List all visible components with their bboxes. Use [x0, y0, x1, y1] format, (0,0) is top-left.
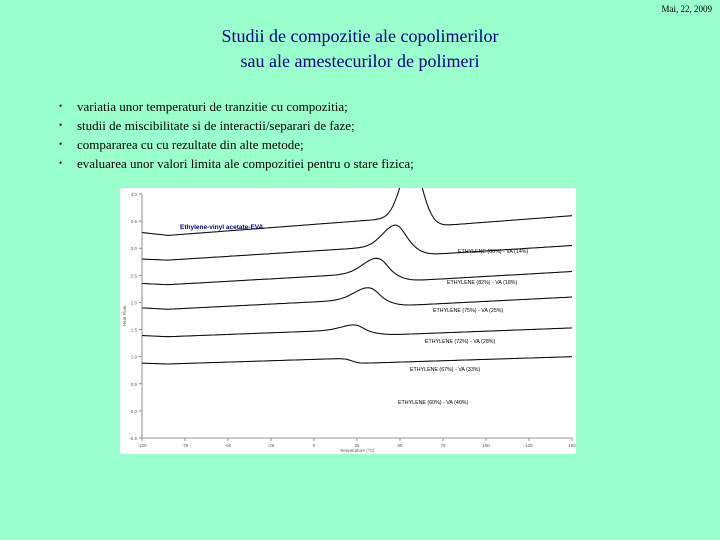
- series-label: ETHYLENE (60%) - VA (40%): [398, 400, 469, 406]
- title-line-2: sau ale amestecurilor de polimeri: [240, 51, 480, 71]
- bullet-list: [59, 97, 414, 173]
- dsc-curve: [142, 325, 572, 337]
- y-tick-label: 4.0: [130, 192, 137, 197]
- x-tick-label: -100: [137, 443, 147, 448]
- series-label: ETHYLENE (75%) - VA (25%): [433, 308, 504, 314]
- dsc-curve: [142, 288, 572, 310]
- series-label: ETHYLENE (82%) - VA (18%): [447, 280, 518, 286]
- x-tick-label: 75: [440, 443, 446, 448]
- x-tick-label: 25: [354, 443, 360, 448]
- x-tick-label: -25: [267, 443, 275, 448]
- y-tick-label: 2.5: [130, 273, 137, 279]
- series-label: ETHYLENE (86%) - VA (14%): [458, 249, 529, 255]
- x-tick-label: 150: [568, 443, 576, 448]
- dsc-curve: [142, 357, 572, 364]
- y-tick-label: 3.5: [130, 219, 137, 225]
- y-tick-label: 0.5: [130, 381, 137, 387]
- bullet-item: • variatia unor temperaturi de tranzitie cu compozitia;: [59, 97, 414, 116]
- y-tick-label: 1.5: [130, 327, 137, 333]
- x-tick-label: 50: [397, 443, 403, 448]
- chart-title: Ethylene-vinyl acetate-EVA: [180, 224, 264, 231]
- y-tick-label: 0.0: [130, 408, 137, 414]
- y-tick-label: -0.5: [129, 436, 137, 441]
- bullet-item: • evaluarea unor valori limita ale compozitiei pentru o stare fizica;: [59, 154, 414, 173]
- y-tick-label: 2.0: [130, 300, 137, 306]
- x-tick-label: -50: [224, 443, 232, 448]
- x-tick-label: 125: [525, 443, 533, 448]
- bullet-item: • studii de miscibilitate si de interactii/separari de faze;: [59, 116, 414, 135]
- bullet-item: • compararea cu cu rezultate din alte metode;: [59, 135, 414, 154]
- series-label: ETHYLENE (67%) - VA (33%): [410, 367, 481, 373]
- x-tick-label: 0: [312, 443, 316, 448]
- y-axis-label: Heat Flow: [122, 305, 127, 327]
- x-tick-label: -75: [181, 443, 189, 448]
- series-label: ETHYLENE (72%) - VA (28%): [425, 339, 496, 345]
- dsc-chart: [120, 188, 576, 454]
- slide-title: [0, 24, 720, 74]
- dsc-chart-svg: [120, 188, 576, 454]
- y-tick-label: 3.0: [130, 246, 137, 252]
- y-tick-label: 1.0: [130, 354, 137, 360]
- title-line-1: Studii de compozitie ale copolimerilor: [221, 26, 499, 46]
- slide-date: Mai, 22, 2009: [661, 4, 712, 14]
- x-tick-label: 100: [482, 443, 490, 448]
- x-axis-label: Temperature (°C): [339, 448, 375, 453]
